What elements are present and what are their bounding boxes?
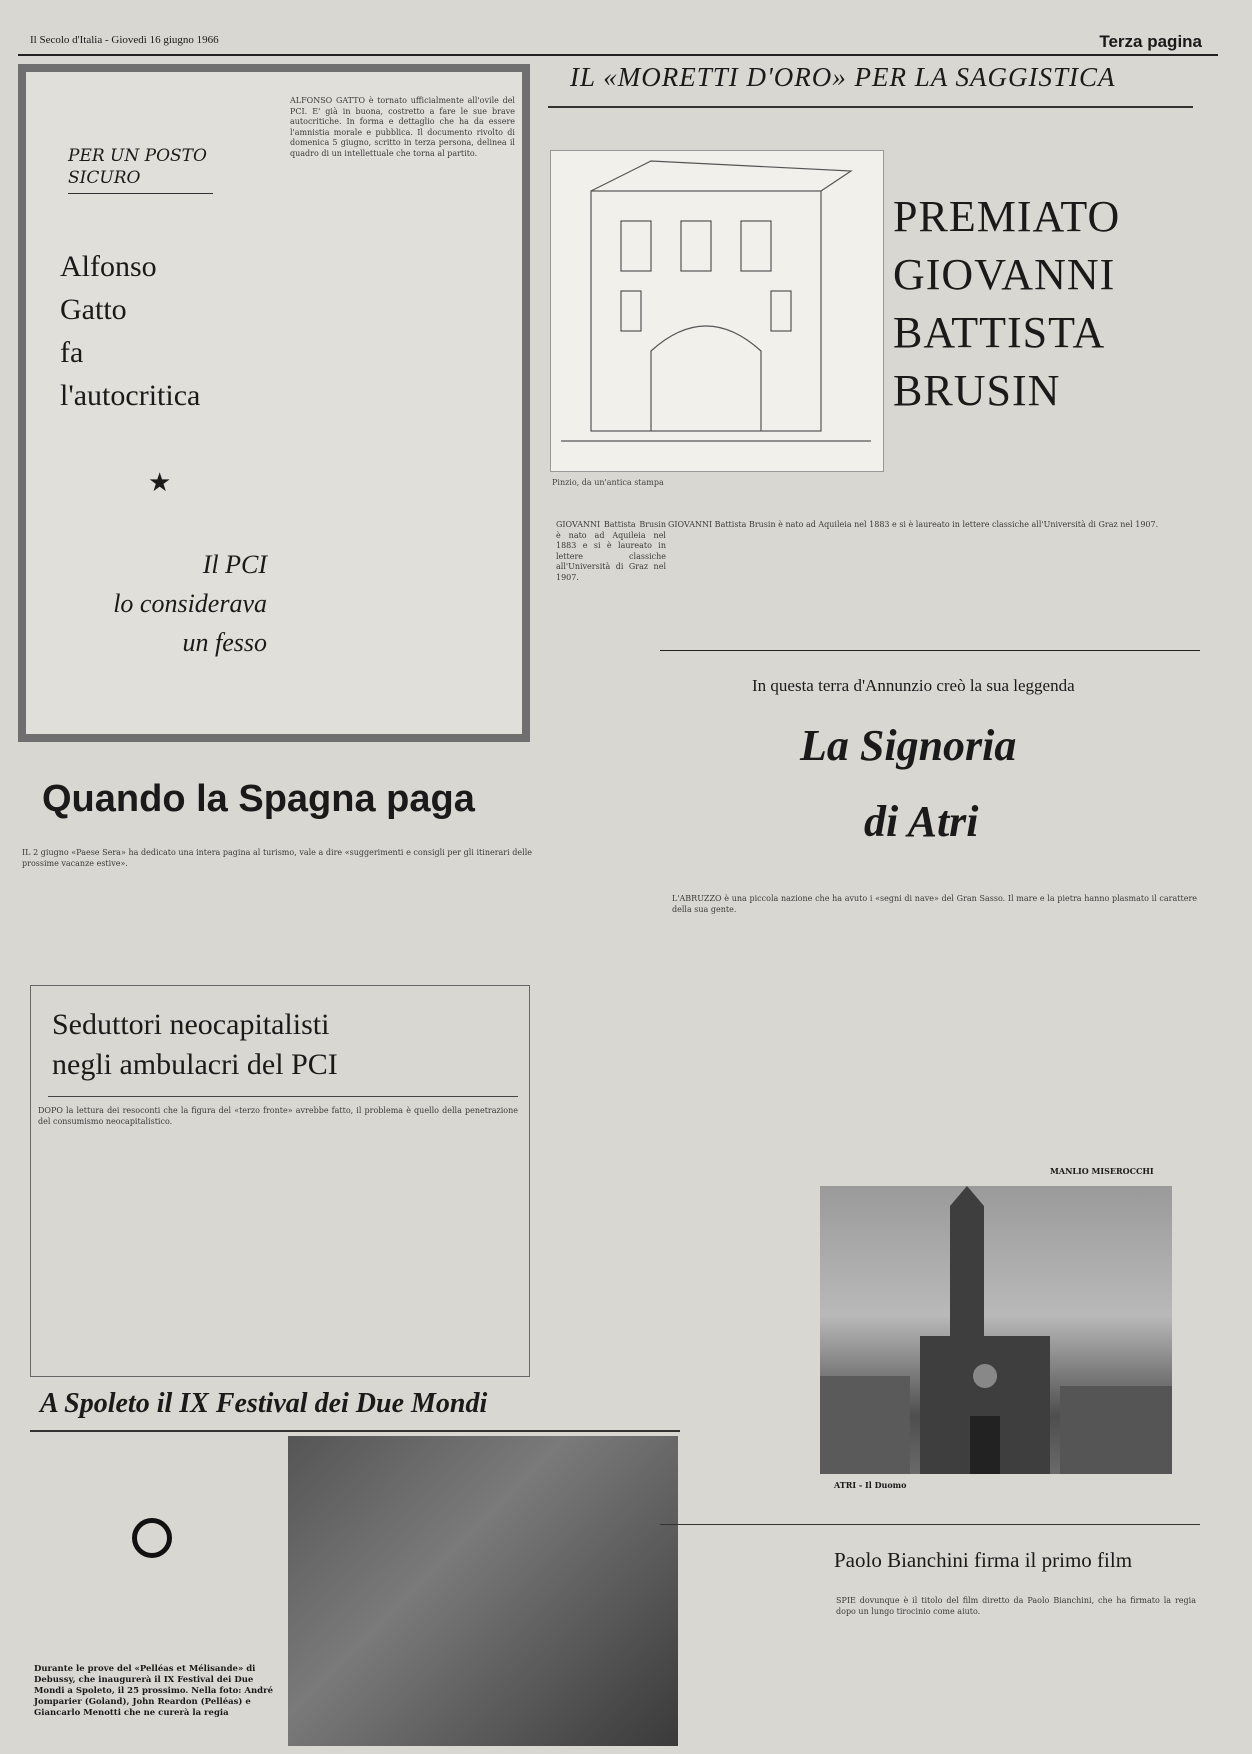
- headline-line: Seduttori neocapitalisti: [52, 1008, 330, 1041]
- section-rule: [660, 650, 1200, 651]
- headline-rule: [30, 1430, 680, 1432]
- headline-line: Alfonso: [60, 250, 157, 283]
- festival-emblem-icon: [132, 1518, 172, 1558]
- subheadline-line: lo considerava: [113, 589, 267, 618]
- headline-line: BATTISTA: [893, 308, 1106, 357]
- article-body-seduttori: [38, 1106, 518, 1366]
- headline-spoleto: A Spoleto il IX Festival dei Due Mondi: [40, 1388, 488, 1419]
- headline-line: BRUSIN: [893, 366, 1061, 415]
- headline-spagna: Quando la Spagna paga: [42, 778, 475, 820]
- headline-rule: [548, 106, 1193, 108]
- article-paragraph: L'ABRUZZO è una piccola nazione che ha avuto i «segni di nave» del Gran Sasso. Il mare e la pietra hanno plasmato il carattere della sua gente.: [672, 894, 1197, 914]
- kicker-rule: [68, 193, 213, 194]
- article-body-atri: [672, 894, 1197, 1164]
- headline-premiato: [893, 188, 1183, 420]
- article-body-bianchini: [836, 1596, 1196, 1736]
- article-body-brusin-cont: [668, 520, 1198, 635]
- section-title: Terza pagina: [1099, 32, 1202, 51]
- kicker-annunzio: In questa terra d'Annunzio creò la sua leggenda: [752, 676, 1075, 695]
- headline-signoria: La Signoria: [800, 721, 1017, 770]
- article-body-gatto: [290, 96, 515, 716]
- headline-line: l'autocritica: [60, 379, 201, 412]
- byline-miserocchi: MANLIO MISEROCCHI: [1050, 1166, 1154, 1176]
- sketch-illustration: [550, 150, 884, 472]
- headline-line: fa: [60, 336, 84, 369]
- subheadline-line: un fesso: [182, 628, 267, 657]
- headline-seduttori: [52, 1005, 522, 1085]
- headline-bianchini: Paolo Bianchini firma il primo film: [834, 1548, 1133, 1572]
- subheadline-line: Il PCI: [202, 550, 267, 579]
- headline-rule: [48, 1096, 518, 1097]
- article-paragraph: DOPO la lettura dei resoconti che la figura del «terzo fronte» avrebbe fatto, il problema è quello della penetrazione del consumismo neocapitalistico.: [38, 1106, 518, 1126]
- headline-di-atri: di Atri: [864, 797, 979, 846]
- headline-line: Gatto: [60, 293, 127, 326]
- headline-gatto: [60, 245, 250, 417]
- article-paragraph: GIOVANNI Battista Brusin è nato ad Aquileia nel 1883 e si è laureato in lettere classiche all'Università di Graz nel 1907.: [556, 520, 666, 582]
- masthead-date: Il Secolo d'Italia - Giovedì 16 giugno 1966: [30, 34, 219, 46]
- top-rule: [18, 54, 1218, 56]
- photo-spoleto-rehearsal: [288, 1436, 678, 1746]
- sketch-caption: Pinzio, da un'antica stampa: [552, 478, 664, 487]
- article-body-brusin: [556, 520, 666, 1390]
- subheadline-pci: [92, 545, 267, 662]
- photo-caption-spoleto: Durante le prove del «Pelléas et Mélisande» di Debussy, che inaugurerà il IX Festival dei Due Mondi a Spoleto, il 25 prossimo. Nella foto: André Jomparier (Goland), John Reardon (Pelléas) e Giancarlo Menotti che ne curerà la regia: [34, 1664, 274, 1718]
- section-rule: [660, 1524, 1200, 1525]
- article-paragraph: IL 2 giugno «Paese Sera» ha dedicato una intera pagina al turismo, vale a dire «suggerimenti e consigli per gli itinerari delle prossime vacanze estive».: [22, 848, 532, 868]
- kicker-posto-sicuro: PER UN POSTO SICURO: [68, 146, 207, 188]
- article-paragraph: ALFONSO GATTO è tornato ufficialmente all'ovile del PCI. E' già in buona, costretto a fare le sue brave autocritiche. In forma e dettaglio che ha da essere l'amnistia morale e pubblica. Il documento rivolto di domenica 5 giugno, scritto in terza persona, delinea il quadro di un intellettuale che torna al partito.: [290, 96, 515, 158]
- headline-line: GIOVANNI: [893, 250, 1116, 299]
- headline-line: negli ambulacri del PCI: [52, 1048, 338, 1081]
- headline-moretti: IL «MORETTI D'ORO» PER LA SAGGISTICA: [570, 62, 1116, 92]
- star-icon: ★: [148, 468, 172, 498]
- article-paragraph: SPIE dovunque è il titolo del film diretto da Paolo Bianchini, che ha firmato la regia dopo un lungo tirocinio come aiuto.: [836, 1596, 1196, 1616]
- article-body-spagna: [22, 848, 532, 968]
- headline-line: PREMIATO: [893, 192, 1121, 241]
- article-paragraph: GIOVANNI Battista Brusin è nato ad Aquileia nel 1883 e si è laureato in lettere classiche all'Università di Graz nel 1907.: [668, 520, 1159, 529]
- photo-atri-duomo: [820, 1186, 1172, 1474]
- photo-caption-atri: ATRI - Il Duomo: [834, 1480, 907, 1490]
